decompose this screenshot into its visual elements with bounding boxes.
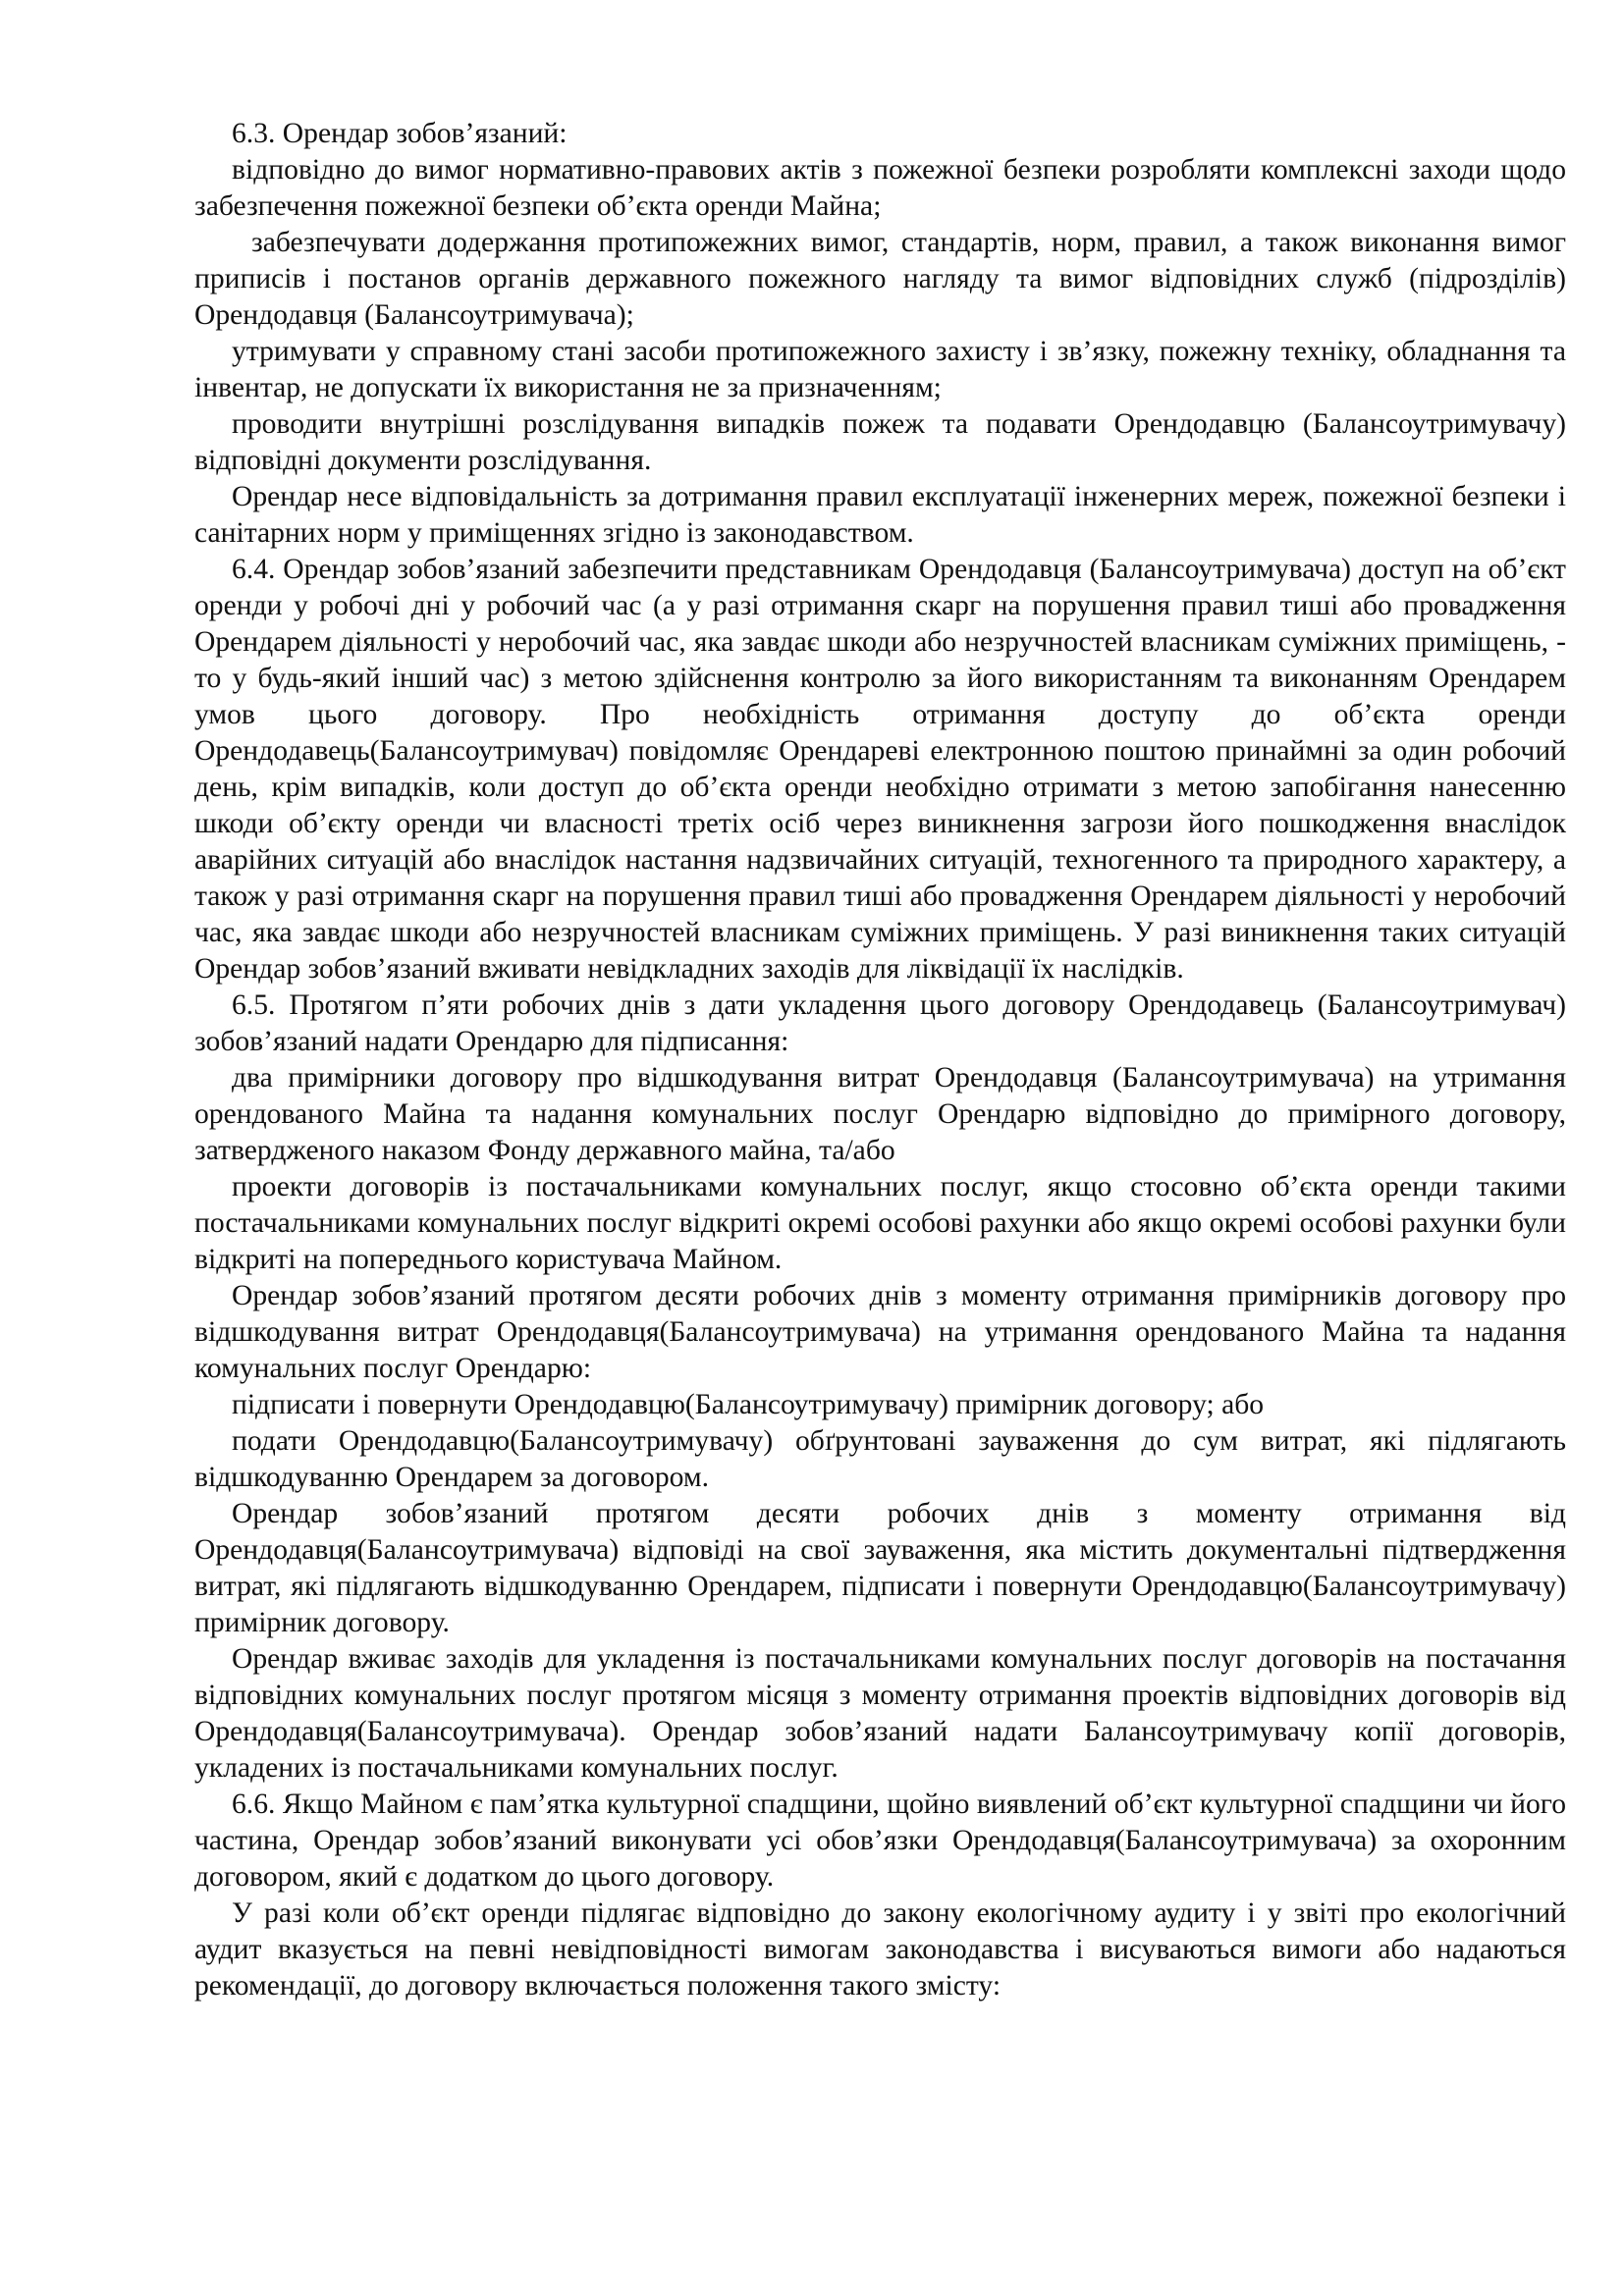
section-6-4-access: 6.4. Орендар зобов’язаний забезпечити представникам Орендодавця (Балансоутримувача) доступ на об’єкт оренди у робочі дні у робочий час (а у разі отримання скарг на порушення правил тиші або провадження Орендарем діяльності у неробочий час, яка завдає шкоди або незручностей власникам суміжних приміщень, - то у будь-який інший час) з метою здійснення контролю за його використанням та виконанням Орендарем умов цього договору. Про необхідність отримання доступу до об’єкта оренди Орендодавець(Балансоутримувач) повідомляє Орендареві електронною поштою принаймні за один робочий день, крім випадків, коли доступ до об’єкта оренди необхідно отримати з метою запобігання нанесенню шкоди об’єкту оренди чи власності третіх осіб через виникнення загрози його пошкодження внаслідок аварійних ситуацій або внаслідок настання надзвичайних ситуацій, техногенного та природного характеру, а також у разі отримання скарг на порушення правил тиші або провадження Орендарем діяльності у неробочий час, яка завдає шкоди або незручностей власникам суміжних приміщень. У разі виникнення таких ситуацій Орендар зобов’язаний вживати невідкладних заходів для ліквідації їх наслідків. (194, 554, 1566, 985)
paragraph-fire-safety-measures: відповідно до вимог нормативно-правових актів з пожежної безпеки розробляти комплексні заходи щодо забезпечення пожежної безпеки об’єкта оренди Майна; (194, 154, 1566, 222)
document-page (194, 116, 1566, 2004)
section-6-6-heritage: 6.6. Якщо Майном є пам’ятка культурної спадщини, щойно виявлений об’єкт культурної спадщини чи його частина, Орендар зобов’язаний виконувати усі обов’язки Орендодавця(Балансоутримувача) за охоронним договором, який є додатком до цього договору. (194, 1789, 1566, 1893)
paragraph-fire-investigations: проводити внутрішні розслідування випадків пожеж та подавати Орендодавцю (Балансоутримувачу) відповідні документи розслідування. (194, 408, 1566, 476)
paragraph-sign-return: підписати і повернути Орендодавцю(Балансоутримувачу) примірник договору; або (232, 1389, 1265, 1420)
paragraph-submit-remarks: подати Орендодавцю(Балансоутримувачу) обґрунтовані зауваження до сум витрат, які підлягають відшкодуванню Орендарем за договором. (194, 1425, 1566, 1493)
section-6-3-heading: 6.3. Орендар зобов’язаний: (232, 118, 568, 149)
paragraph-supplier-agreements: Орендар вживає заходів для укладення із постачальниками комунальних послуг договорів на постачання відповідних комунальних послуг протягом місяця з моменту отримання проектів відповідних договорів від Орендодавця(Балансоутримувача). Орендар зобов’язаний надати Балансоутримувачу копії договорів, укладених із постачальниками комунальних послуг. (194, 1643, 1566, 1784)
section-6-5-contracts: 6.5. Протягом п’яти робочих днів з дати укладення цього договору Орендодавець (Балансоутримувач) зобов’язаний надати Орендарю для підписання: (194, 989, 1566, 1057)
paragraph-two-copies: два примірники договору про відшкодування витрат Орендодавця (Балансоутримувача) на утримання орендованого Майна та надання комунальних послуг Орендарю відповідно до примірного договору, затвердженого наказом Фонду державного майна, та/або (194, 1062, 1566, 1166)
paragraph-after-response: Орендар зобов’язаний протягом десяти робочих днів з моменту отримання від Орендодавця(Балансоутримувача) відповіді на свої зауваження, яка містить документальні підтвердження витрат, які підлягають відшкодуванню Орендарем, підписати і повернути Орендодавцю(Балансоутримувачу) примірник договору. (194, 1498, 1566, 1638)
paragraph-ecological-audit: У разі коли об’єкт оренди підлягає відповідно до закону екологічному аудиту і у звіті про екологічний аудит вказується на певні невідповідності вимогам законодавства і висуваються вимоги або надаються рекомендації, до договору включається положення такого змісту: (194, 1897, 1566, 2002)
paragraph-fire-requirements: забезпечувати додержання протипожежних вимог, стандартів, норм, правил, а також виконання вимог приписів і постанов органів державного пожежного нагляду та вимог відповідних служб (підрозділів) Орендодавця (Балансоутримувача); (194, 227, 1566, 331)
paragraph-supplier-drafts: проекти договорів із постачальниками комунальних послуг, якщо стосовно об’єкта оренди такими постачальниками комунальних послуг відкриті окремі особові рахунки або якщо окремі особові рахунки були відкриті на попереднього користувача Майном. (194, 1171, 1566, 1275)
paragraph-fire-equipment: утримувати у справному стані засоби протипожежного захисту і зв’язку, пожежну техніку, обладнання та інвентар, не допускати їх використання не за призначенням; (194, 336, 1566, 403)
paragraph-tenant-responsibility: Орендар несе відповідальність за дотримання правил експлуатації інженерних мереж, пожежної безпеки і санітарних норм у приміщеннях згідно із законодавством. (194, 481, 1566, 549)
paragraph-ten-days: Орендар зобов’язаний протягом десяти робочих днів з моменту отримання примірників договору про відшкодування витрат Орендодавця(Балансоутримувача) на утримання орендованого Майна та надання комунальних послуг Орендарю: (194, 1280, 1566, 1384)
